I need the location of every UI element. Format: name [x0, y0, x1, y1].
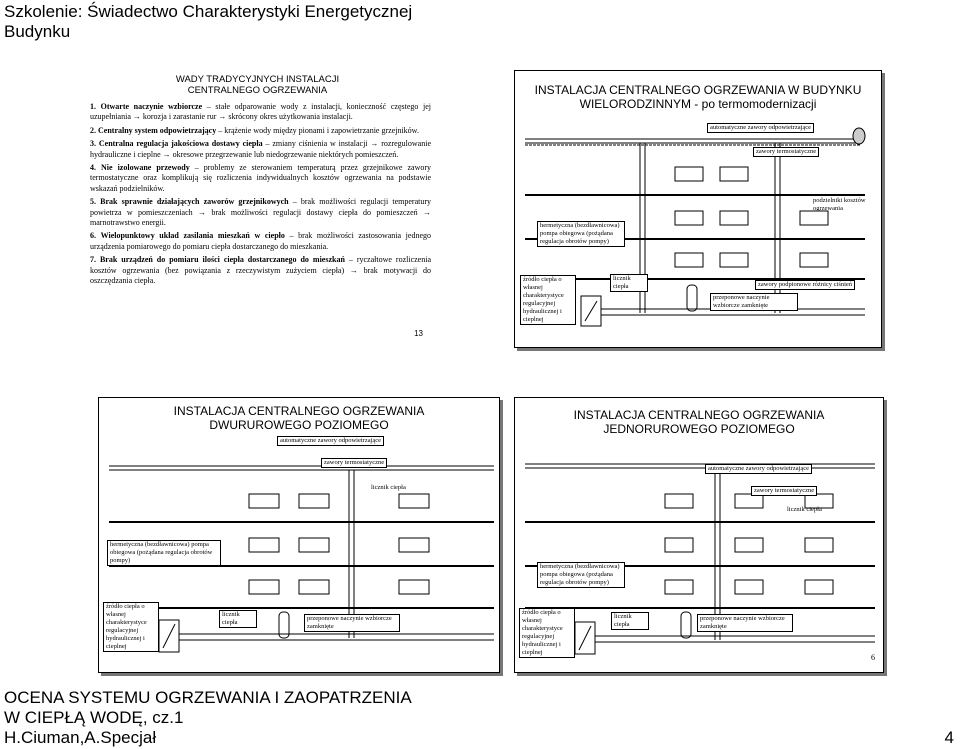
- label-heat-source: źródło ciepła o własnej charakterystyce regulacyjnej hydraulicznej i cieplnej: [519, 608, 575, 658]
- label-heat-meter: licznik ciepła: [219, 610, 257, 628]
- item-number: 4.: [90, 163, 96, 173]
- slide4-title-line1: INSTALACJA CENTRALNEGO OGRZEWANIA: [573, 408, 825, 422]
- item-lead: Centralny system odpowietrzający: [98, 125, 217, 135]
- item-number: 2.: [90, 125, 96, 135]
- label-auto-vents: automatyczne zawory odpowietrzające: [277, 436, 384, 446]
- item-number: 3.: [90, 139, 96, 149]
- page-number: 4: [944, 728, 954, 747]
- slide2-title-line1: INSTALACJA CENTRALNEGO OGRZEWANIA W BUDYNKU: [534, 83, 862, 97]
- slide1-title: [76, 74, 439, 96]
- slide4-page-number: 6: [871, 653, 875, 662]
- list-item: [90, 126, 431, 136]
- slide-two-pipe-diagram: [98, 397, 500, 673]
- label-auto-vents: automatyczne zawory odpowietrzające: [705, 464, 812, 474]
- slide1-title-line1: WADY TRADYCYJNYCH INSTALACJI: [175, 74, 340, 85]
- label-heat-meter-top: licznik ciepła: [787, 506, 822, 513]
- item-number: 1.: [90, 102, 96, 111]
- item-lead: Nie izolowane przewody: [101, 163, 190, 173]
- slide-multifamily-diagram: [514, 70, 882, 348]
- slide-defects-list: [76, 70, 439, 346]
- document-footer: [4, 688, 524, 748]
- document-title-line1: Szkolenie: Świadectwo Charakterystyki Energetycznej: [4, 2, 413, 21]
- item-number: 6.: [90, 231, 96, 241]
- item-lead: Otwarte naczynie wzbiorcze: [100, 102, 203, 111]
- item-text: – brak możliwości regulacji temperatury powietrza w pomieszczeniach → brak możliwości regulacji dostawy ciepła do pomieszczeń → marnotrawstwo energii.: [90, 197, 432, 228]
- label-heat-meter-top: licznik ciepła: [371, 484, 406, 491]
- item-number: 7.: [90, 255, 96, 265]
- list-item: [90, 139, 431, 160]
- label-expansion-vessel: przeponowe naczynie wzbiorcze zamknięte: [697, 614, 793, 632]
- label-sealed-pump: hermetyczna (bezdławnicowa) pompa obiegowa (pożądana regulacja obrotów pompy): [537, 221, 625, 247]
- item-lead: Wielopunktowy układ zasilania mieszkań w ciepło: [100, 231, 285, 241]
- label-cost-allocators: podzielniki kosztów ogrzewania: [813, 197, 866, 212]
- item-number: 5.: [90, 197, 96, 207]
- slide-one-pipe-diagram: [514, 397, 884, 673]
- footer-line3: H.Ciuman,A.Specjał: [4, 728, 157, 747]
- slide1-title-line2: CENTRALNEGO OGRZEWANIA: [187, 85, 328, 96]
- item-text: – problemy ze sterowaniem temperaturą przez grzejnikowe zawory termostatyczne oraz komplikują się rozliczenia indywidualnych kosztów ogrzewania na podstawie wskazań podzielników.: [90, 163, 432, 193]
- list-item: [90, 163, 431, 194]
- item-text: – zmiany ciśnienia w instalacji → rozregulowanie hydrauliczne i cieplne → okresowe przegrzewanie lub niedogrzewanie niektórych pomieszczeń.: [90, 139, 431, 159]
- slide2-title-line2: WIELORODZINNYM - po termomodernizacji: [579, 97, 817, 111]
- defects-list: [76, 102, 439, 287]
- item-text: – stałe odparowanie wody z instalacji, konieczność częstego jej uzupełniania → korozja i zarastanie rur → skrócony okres użytkowania instalacji.: [90, 102, 432, 122]
- item-lead: Centralna regulacja jakościowa dostawy ciepła: [98, 139, 263, 149]
- list-item: [90, 255, 431, 286]
- item-lead: Brak sprawnie działających zaworów grzejnikowych: [100, 197, 289, 207]
- footer-line1: OCENA SYSTEMU OGRZEWANIA I ZAOPATRZENIA: [4, 688, 412, 707]
- label-thermo-valves: zawory termostatyczne: [321, 458, 387, 468]
- label-heat-source: źródło ciepła o własnej charakterystyce regulacyjnej hydraulicznej i cieplnej: [520, 275, 576, 325]
- label-heat-meter: licznik ciepła: [611, 612, 649, 630]
- item-text: – krążenie wody między pionami i zapowietrzanie grzejników.: [216, 125, 419, 135]
- footer-line2: W CIEPŁĄ WODĘ, cz.1: [4, 708, 184, 727]
- label-thermo-valves: zawory termostatyczne: [751, 486, 817, 496]
- list-item: [90, 102, 431, 123]
- slide3-title-line1: INSTALACJA CENTRALNEGO OGRZEWANIA: [173, 404, 425, 418]
- list-item: [90, 231, 431, 252]
- label-sealed-pump: hermetyczna (bezdławnicowa) pompa obiegowa (pożądana regulacja obrotów pompy): [537, 562, 625, 588]
- label-expansion-vessel: przeponowe naczynie wzbiorcze zamknięte: [304, 614, 400, 632]
- document-title: [4, 2, 604, 42]
- slide3-title-line2: DWURUROWEGO POZIOMEGO: [209, 418, 389, 432]
- item-text: – brak możliwości zastosowania jednego urządzenia pomiarowego do pomiaru ciepła dostarczanego do mieszkania.: [90, 231, 431, 251]
- label-heat-meter: licznik ciepła: [610, 274, 648, 292]
- label-expansion-vessel: przeponowe naczynie wzbiorcze zamknięte: [710, 293, 798, 311]
- label-diff-valves: zawory podpionowe różnicy ciśnień: [755, 280, 855, 290]
- document-title-line2: Budynku: [4, 22, 71, 41]
- slide1-page-number: 13: [414, 329, 423, 338]
- label-heat-source: źródło ciepła o własnej charakterystyce regulacyjnej hydraulicznej i cieplnej: [103, 602, 159, 652]
- label-sealed-pump: hermetyczna (bezdławnicowa) pompa obiegowa (pożądana regulacja obrotów pompy): [107, 540, 221, 566]
- item-lead: Brak urządzeń do pomiaru ilości ciepła dostarczanego do mieszkań: [99, 255, 345, 265]
- label-thermo-valves: zawory termostatyczne: [753, 147, 819, 157]
- slide4-title-line2: JEDNORUROWEGO POZIOMEGO: [603, 422, 795, 436]
- list-item: [90, 197, 431, 228]
- label-auto-vents: automatyczne zawory odpowietrzające: [707, 123, 814, 133]
- item-text: – ryczałtowe rozliczenia kosztów ogrzewania (bez powiązania z rzeczywistym zużyciem ciepła) → brak motywacji do oszczędzania ciepła.: [90, 255, 431, 286]
